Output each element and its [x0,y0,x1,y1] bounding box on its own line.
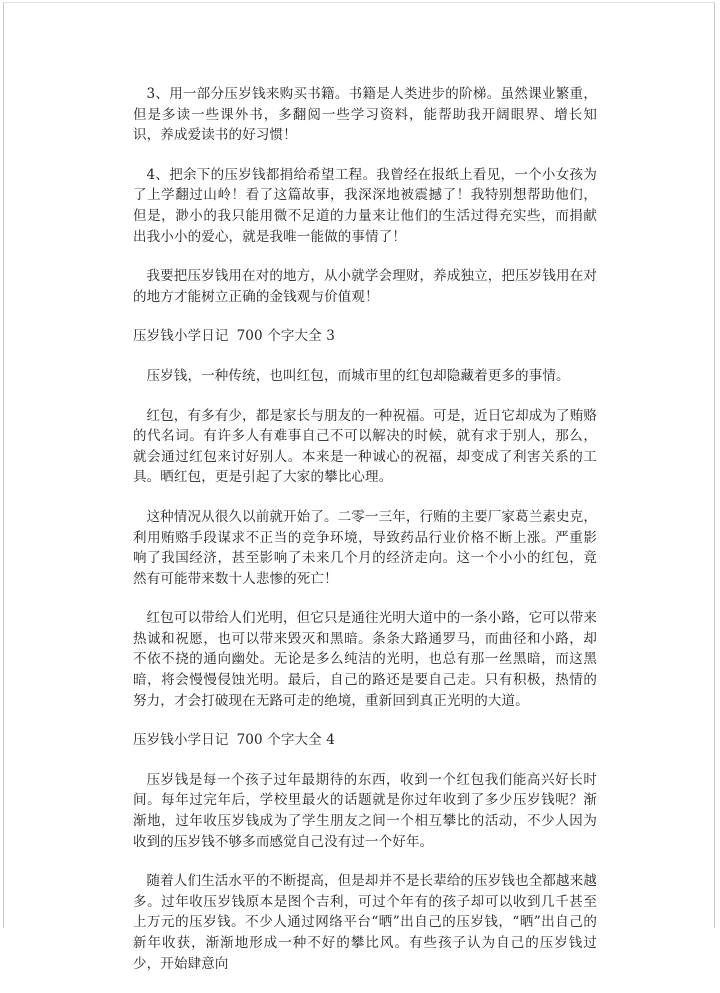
paragraph-conclusion: 我要把压岁钱用在对的地方，从小就学会理财，养成独立，把压岁钱用在对的地方才能树立正确的金钱观与价值观！ [133,268,597,305]
section-heading-title: 压岁钱小学日记 [133,732,229,749]
paragraph-comparison: 随着人们生活水平的不断提高，但是却并不是长辈给的压岁钱也全都越来越多。过年收压岁钱原本是图个吉利，可过个年有的孩子却可以收到几千甚至上万元的压岁钱。不少人通过网络平台“晒”出自己的压岁钱，“晒”出自己的新年收获，渐渐地形成一种不好的攀比风。有些孩子认为自己的压岁钱过少，开始肆意向 [133,873,597,972]
section-heading-4 [133,730,597,751]
document-body [133,84,597,993]
paragraph-bribery: 这种情况从很久以前就开始了。二零一三年，行贿的主要厂家葛兰素史克，利用贿赂手段谋求不正当的竞争环境，导致药品行业价格不断上涨。严重影响了我国经济，甚至影响了未来几个月的经济走向。这一个小小的红包，竟然有可能带来数十人悲惨的死亡！ [133,508,597,587]
section-heading-title: 压岁钱小学日记 [133,328,229,345]
paragraph-light: 红包可以带给人们光明，但它只是通往光明大道中的一条小路，它可以带来热诚和祝愿，也可以带来毁灭和黑暗。条条大路通罗马，而曲径和小路，却不依不挠的通向幽处。无论是多么纯洁的光明，也总有那一丝黑暗，而这黑暗，将会慢慢侵蚀光明。最后，自己的路还是要自己走。只有积极，热情的努力，才会打破现在无路可走的绝境，重新回到真正光明的大道。 [133,610,597,709]
paragraph-hope-project: 4、把余下的压岁钱都捐给希望工程。我曾经在报纸上看见，一个小女孩为了上学翻过山岭！看了这篇故事，我深深地被震撼了！我特别想帮助他们，但是，渺小的我只能用微不足道的力量来让他们的生活过得充实些，而捐献出我小小的爱心，就是我唯一能做的事情了！ [133,166,597,245]
paragraph-red-envelope: 红包，有多有少，都是家长与朋友的一种祝福。可是，近日它却成为了贿赂的代名词。有许多人有难事自己不可以解决的时候，就有求于别人，那么，就会通过红包来讨好别人。本来是一种诚心的祝福，却变成了利害关系的工具。晒红包，更是引起了大家的攀比心理。 [133,407,597,486]
paragraph-books: 3、用一部分压岁钱来购买书籍。书籍是人类进步的阶梯。虽然课业繁重，但是多读一些课外书，多翻阅一些学习资料，能帮助我开阔眼界、增长知识，养成爱读书的好习惯！ [133,86,597,144]
paragraph-tradition: 压岁钱，一种传统，也叫红包，而城市里的红包却隐藏着更多的事情。 [146,367,570,384]
section-heading-subtitle: 700 个字大全 4 [236,732,336,749]
section-heading-subtitle: 700 个字大全 3 [236,328,336,345]
paragraph-expectation: 压岁钱是每一个孩子过年最期待的东西，收到一个红包我们能高兴好长时间。每年过完年后，学校里最火的话题就是你过年收到了多少压岁钱呢？渐渐地，过年收压岁钱成为了学生朋友之间一个相互攀比的活动，不少人因为收到的压岁钱不够多而感觉自己没有过一个好年。 [133,771,597,850]
section-heading-3 [133,326,597,347]
